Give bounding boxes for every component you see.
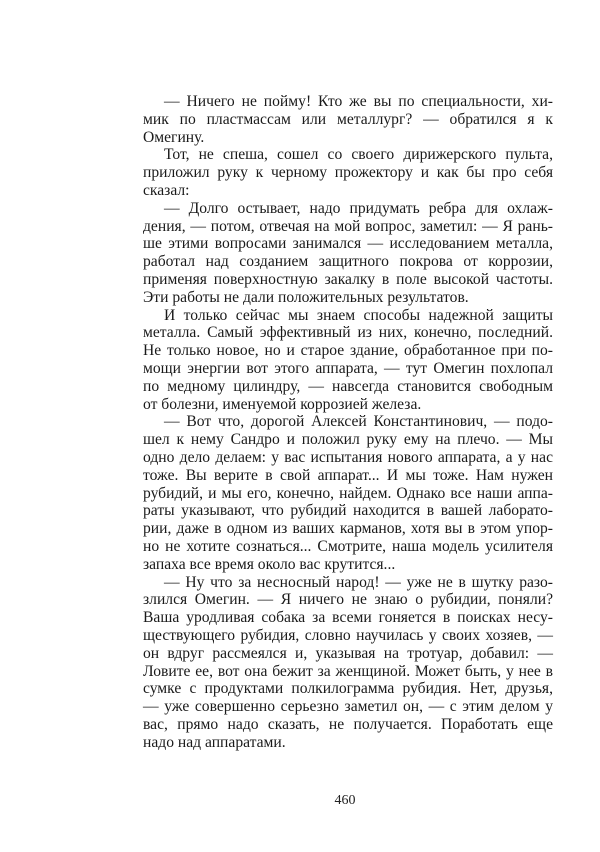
text-line: мик по пластмассам или металлург? — обратился я к xyxy=(143,110,553,128)
text-line: приложил руку к черному прожектору и как бы про себя xyxy=(143,164,553,182)
text-line: Ловите ее, вот она бежит за женщиной. Может быть, у нее в xyxy=(143,662,553,680)
text-line: тоже. Вы верите в свой аппарат... И мы тоже. Нам нужен xyxy=(143,466,553,484)
text-line: но не хотите сознаться... Смотрите, наша модель усилителя xyxy=(143,537,553,555)
text-line: он вдруг рассмеялся и, указывая на тротуар, добавил: — xyxy=(143,644,553,662)
text-line: Омегину. xyxy=(143,128,205,146)
body-text xyxy=(143,93,553,751)
text-line: Эти работы не дали положительных результатов. xyxy=(143,288,469,306)
text-line: ше этими вопросами занимался — исследованием металла, xyxy=(143,235,553,253)
paragraph xyxy=(143,574,553,752)
page-number: 460 xyxy=(334,793,356,808)
paragraph xyxy=(143,200,553,307)
text-line: раты указывают, что рубидий находится в вашей лаборато- xyxy=(143,502,553,520)
text-line: работал над созданием защитного покрова от коррозии, xyxy=(143,253,553,271)
paragraph xyxy=(143,93,553,146)
paragraph xyxy=(143,146,553,199)
text-line: по медному цилиндру, — навсегда становится свободным xyxy=(143,377,553,395)
text-line: ществующего рубидия, словно научилась у своих хозяев, — xyxy=(143,626,553,644)
text-line: дения, — потом, отвечая на мой вопрос, заметил: — Я рань- xyxy=(143,217,553,235)
text-line: злился Омегин. — Я ничего не знаю о рубидии, поняли? xyxy=(143,591,553,609)
text-line: — Вот что, дорогой Алексей Константинович, — подо- xyxy=(164,413,553,431)
text-line: мощи энергии вот этого аппарата, — тут Омегин похлопал xyxy=(143,359,553,377)
text-line: Не только новое, но и старое здание, обработанное при по- xyxy=(143,342,553,360)
text-line: металла. Самый эффективный из них, конечно, последний. xyxy=(143,324,553,342)
text-line: Тот, не спеша, сошел со своего дирижерского пульта, xyxy=(164,146,553,164)
text-line: от болезни, именуемой коррозией железа. xyxy=(143,395,422,413)
text-line: Ваша уродливая собака за всеми гоняется в поисках несу- xyxy=(143,609,553,627)
text-line: запаха все время около вас крутится... xyxy=(143,555,396,573)
text-line: — Ничего не пойму! Кто же вы по специальности, хи- xyxy=(164,93,553,110)
text-line: одно дело делаем: у вас испытания нового аппарата, а у нас xyxy=(143,448,553,466)
text-line: надо над аппаратами. xyxy=(143,733,286,751)
text-line: рубидий, и мы его, конечно, найдем. Однако все наши аппа- xyxy=(143,484,553,502)
text-line: сказал: xyxy=(143,181,190,199)
text-line: вас, прямо надо сказать, не получается. Поработать еще xyxy=(143,715,553,733)
text-line: И только сейчас мы знаем способы надежной защиты xyxy=(164,306,553,324)
paragraph xyxy=(143,307,553,414)
text-line: применяя поверхностную закалку в поле высокой частоты. xyxy=(143,270,553,288)
paragraph xyxy=(143,413,553,573)
text-line: шел к нему Сандро и положил руку ему на плечо. — Мы xyxy=(143,431,553,449)
text-line: сумке с продуктами полкилограмма рубидия. Нет, друзья, xyxy=(143,680,553,698)
text-line: — уже совершенно серьезно заметил он, — с этим делом у xyxy=(143,698,553,716)
text-line: — Долго остывает, надо придумать ребра для охлаж- xyxy=(164,199,553,217)
text-line: — Ну что за несносный народ! — уже не в шутку разо- xyxy=(164,573,553,591)
text-line: рии, даже в одном из ваших карманов, хотя вы в этом упор- xyxy=(143,520,553,538)
